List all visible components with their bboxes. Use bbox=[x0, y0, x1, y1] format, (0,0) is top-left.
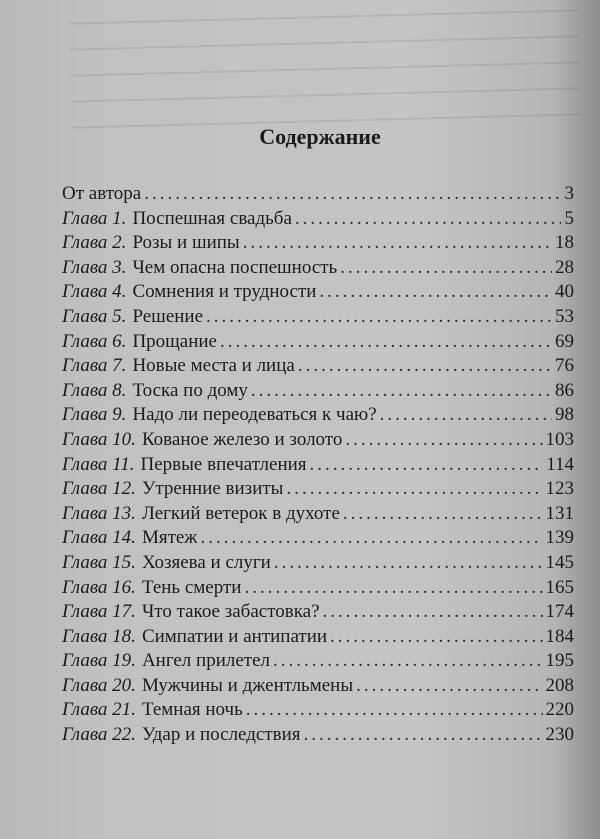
chapter-title: Утренние визиты bbox=[141, 478, 284, 500]
toc-entry bbox=[62, 577, 574, 602]
toc-entry bbox=[62, 552, 574, 577]
chapter-number: Глава 14. bbox=[62, 527, 136, 549]
page-number: 145 bbox=[545, 551, 574, 573]
toc-entry bbox=[62, 626, 574, 651]
page-title: Содержание bbox=[259, 124, 381, 149]
chapter-number: Глава 2. bbox=[62, 232, 127, 254]
dot-leader bbox=[310, 454, 544, 476]
chapter-title: Что такое забастовка? bbox=[141, 601, 320, 623]
toc-entry bbox=[62, 429, 574, 454]
page-number: 69 bbox=[555, 330, 574, 352]
chapter-title: Кованое железо и золото bbox=[141, 428, 343, 450]
toc-entry bbox=[62, 454, 574, 479]
toc-entry bbox=[62, 208, 574, 233]
chapter-title: Прощание bbox=[132, 330, 217, 352]
chapter-title: Ангел прилетел bbox=[141, 650, 271, 672]
dot-leader bbox=[356, 675, 542, 697]
page-number: 98 bbox=[555, 404, 574, 426]
toc-entry bbox=[62, 699, 574, 724]
page-number: 139 bbox=[545, 527, 574, 549]
toc-entry bbox=[62, 281, 574, 306]
page-number: 165 bbox=[545, 576, 574, 598]
toc-entry bbox=[62, 527, 574, 552]
dot-leader bbox=[286, 478, 542, 500]
dot-leader bbox=[144, 183, 561, 205]
chapter-number: Глава 15. bbox=[62, 551, 136, 573]
chapter-number: Глава 12. bbox=[62, 478, 136, 500]
chapter-title: Решение bbox=[132, 305, 204, 327]
page-number: 86 bbox=[555, 379, 574, 401]
dot-leader bbox=[340, 257, 552, 279]
chapter-title: Тоска по дому bbox=[132, 379, 248, 401]
dot-leader bbox=[251, 380, 552, 402]
chapter-number: Глава 4. bbox=[62, 281, 127, 303]
dot-leader bbox=[246, 699, 543, 721]
chapter-title: Поспешная свадьба bbox=[132, 207, 292, 229]
page-number: 3 bbox=[564, 183, 574, 204]
page-number: 131 bbox=[545, 502, 574, 524]
chapter-title: Надо ли переодеваться к чаю? bbox=[132, 404, 377, 426]
toc-entry bbox=[62, 650, 574, 675]
dot-leader bbox=[345, 429, 542, 451]
dot-leader bbox=[323, 601, 543, 623]
dot-leader bbox=[298, 355, 552, 377]
page-number: 174 bbox=[545, 601, 574, 623]
page-number: 5 bbox=[564, 207, 574, 229]
bleed-through-text bbox=[69, 0, 582, 131]
dot-leader bbox=[273, 650, 542, 672]
toc-entry bbox=[62, 724, 574, 749]
dot-leader bbox=[206, 306, 552, 328]
dot-leader bbox=[330, 626, 542, 648]
toc-entry bbox=[62, 306, 574, 331]
dot-leader bbox=[304, 724, 543, 746]
chapter-title: Мужчины и джентльмены bbox=[141, 674, 354, 696]
page-number: 220 bbox=[545, 699, 574, 721]
page-number: 195 bbox=[545, 650, 574, 672]
chapter-number: Глава 8. bbox=[62, 379, 127, 401]
chapter-title: Чем опасна поспешность bbox=[132, 256, 338, 278]
chapter-number: Глава 22. bbox=[62, 724, 136, 746]
chapter-title: Симпатии и антипатии bbox=[141, 625, 328, 647]
dot-leader bbox=[295, 208, 561, 230]
chapter-number: Глава 11. bbox=[62, 453, 135, 475]
dot-leader bbox=[343, 503, 543, 525]
page-number: 114 bbox=[546, 453, 574, 475]
chapter-title: Хозяева и слуги bbox=[141, 551, 271, 573]
page-number: 76 bbox=[555, 355, 574, 377]
chapter-title: Новые места и лица bbox=[132, 355, 295, 377]
toc-entry bbox=[62, 257, 574, 282]
chapter-number: Глава 21. bbox=[62, 699, 136, 721]
page-number: 40 bbox=[555, 281, 574, 303]
chapter-number: Глава 6. bbox=[62, 330, 127, 352]
toc-entry bbox=[62, 355, 574, 380]
dot-leader bbox=[220, 331, 552, 353]
chapter-number: Глава 7. bbox=[62, 355, 127, 377]
toc-entry bbox=[62, 675, 574, 700]
chapter-title: Мятеж bbox=[141, 527, 198, 549]
chapter-title: От автора bbox=[62, 183, 142, 204]
chapter-number: Глава 5. bbox=[62, 305, 127, 327]
toc-entry bbox=[62, 183, 574, 208]
chapter-title: Розы и шипы bbox=[132, 232, 240, 254]
chapter-title: Темная ночь bbox=[141, 699, 243, 721]
chapter-title: Сомнения и трудности bbox=[132, 281, 317, 303]
page-number: 103 bbox=[545, 428, 574, 450]
toc-entry bbox=[62, 503, 574, 528]
chapter-number: Глава 9. bbox=[62, 404, 127, 426]
toc-entry bbox=[62, 601, 574, 626]
page-number: 28 bbox=[555, 256, 574, 278]
chapter-number: Глава 17. bbox=[62, 601, 136, 623]
toc-entry bbox=[62, 404, 574, 429]
toc-entry bbox=[62, 478, 574, 503]
table-of-contents bbox=[62, 183, 574, 749]
chapter-number: Глава 18. bbox=[62, 625, 136, 647]
page-number: 123 bbox=[545, 478, 574, 500]
toc-entry bbox=[62, 380, 574, 405]
chapter-number: Глава 1. bbox=[62, 207, 127, 229]
page-number: 230 bbox=[545, 724, 574, 746]
chapter-title: Легкий ветерок в духоте bbox=[141, 502, 340, 524]
dot-leader bbox=[200, 527, 542, 549]
chapter-number: Глава 3. bbox=[62, 256, 127, 278]
page-number: 184 bbox=[545, 625, 574, 647]
chapter-number: Глава 20. bbox=[62, 674, 136, 696]
dot-leader bbox=[243, 232, 552, 254]
chapter-number: Глава 10. bbox=[62, 428, 136, 450]
dot-leader bbox=[319, 281, 552, 303]
dot-leader bbox=[380, 404, 552, 426]
chapter-number: Глава 16. bbox=[62, 576, 136, 598]
page-number: 53 bbox=[555, 305, 574, 327]
chapter-number: Глава 19. bbox=[62, 650, 136, 672]
dot-leader bbox=[274, 552, 543, 574]
chapter-title: Тень смерти bbox=[141, 576, 242, 598]
page-number: 208 bbox=[545, 674, 574, 696]
chapter-title: Удар и последствия bbox=[141, 724, 301, 746]
chapter-number: Глава 13. bbox=[62, 502, 136, 524]
chapter-title: Первые впечатления bbox=[140, 453, 307, 475]
toc-entry bbox=[62, 232, 574, 257]
page-number: 18 bbox=[555, 232, 574, 254]
dot-leader bbox=[244, 577, 542, 599]
toc-entry bbox=[62, 331, 574, 356]
